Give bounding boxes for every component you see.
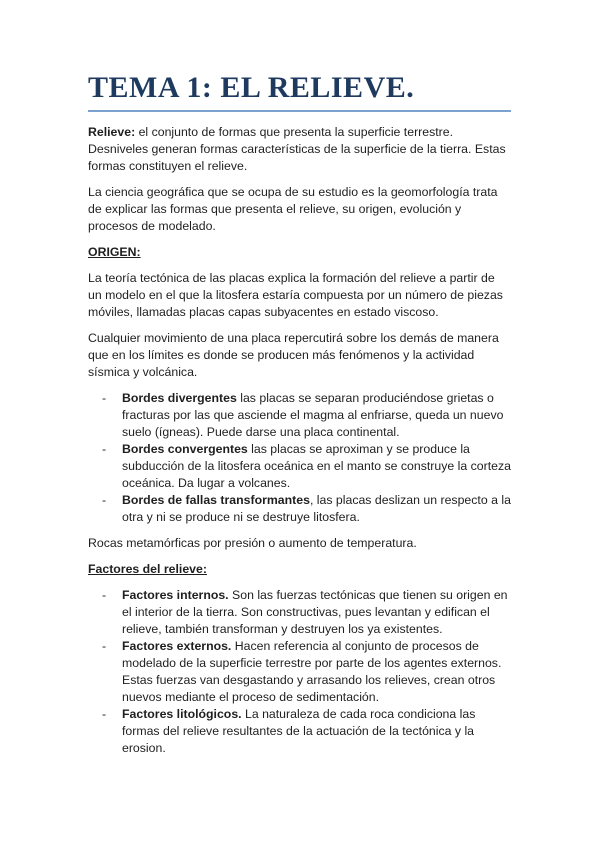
factors-list <box>88 587 511 757</box>
list-item <box>88 587 511 638</box>
origin-paragraph-2: Cualquier movimiento de una placa repercutirá sobre los demás de manera que en los límites es donde se producen más fenómenos y la actividad sísmica y volcánica. <box>88 331 499 379</box>
item-term: Bordes de fallas transformantes <box>122 493 310 507</box>
list-item <box>88 492 511 526</box>
dash-bullet: - <box>102 391 107 405</box>
list-item <box>88 441 511 492</box>
list-item <box>88 706 511 757</box>
item-term: Factores litológicos. <box>122 707 242 721</box>
item-text: La naturaleza de cada roca condiciona las formas del relieve resultantes de la actuación de la tectónica y la erosion. <box>122 707 476 755</box>
intro-text: el conjunto de formas que presenta la superficie terrestre. Desniveles generan formas características de la superficie de la tierra. Estas formas constituyen el relieve. <box>88 125 506 173</box>
dash-bullet: - <box>102 707 107 721</box>
geomorphology-paragraph: La ciencia geográfica que se ocupa de su estudio es la geomorfología trata de explicar las formas que presenta el relieve, su origen, evolución y procesos de modelado. <box>88 185 498 233</box>
intro-term: Relieve: <box>88 125 136 139</box>
dash-bullet: - <box>102 493 107 507</box>
factors-heading: Factores del relieve: <box>88 562 207 576</box>
item-term: Factores externos. <box>122 639 232 653</box>
item-text: las placas se aproximan y se produce la subducción de la litosfera oceánica en el manto se construye la corteza oceánica. Da lugar a volcanes. <box>122 442 511 490</box>
item-text: las placas se separan produciéndose grietas o fracturas por las que asciende el magma al enfriarse, queda un nuevo suelo (ígneas). Puede darse una placa continental. <box>122 391 504 439</box>
dash-bullet: - <box>102 588 107 602</box>
item-text: , las placas deslizan un respecto a la otra y ni se produce ni se destruye litosfera. <box>122 493 511 524</box>
list-item <box>88 390 511 441</box>
page-title: TEMA 1: EL RELIEVE. <box>88 71 415 104</box>
item-term: Bordes convergentes <box>122 442 248 456</box>
item-text: Son las fuerzas tectónicas que tienen su origen en el interior de la tierra. Son constructivas, pues levantan y edifican el relieve, también transforman y destruyen los ya existentes. <box>122 588 508 636</box>
list-item <box>88 638 511 706</box>
rocks-paragraph: Rocas metamórficas por presión o aumento de temperatura. <box>88 536 417 550</box>
item-term: Bordes divergentes <box>122 391 237 405</box>
dash-bullet: - <box>102 442 107 456</box>
dash-bullet: - <box>102 639 107 653</box>
title-underline <box>88 110 511 112</box>
plate-borders-list <box>88 390 511 526</box>
item-term: Factores internos. <box>122 588 229 602</box>
item-text: Hacen referencia al conjunto de procesos de modelado de la superficie terrestre por parte de los agentes externos. Estas fuerzas van desgastando y arrasando los relieves, crean otros nuevos mediante el proceso de sedimentación. <box>122 639 502 704</box>
intro-paragraph <box>88 124 511 175</box>
origin-paragraph-1: La teoría tectónica de las placas explica la formación del relieve a partir de un modelo en el que la litosfera estaría compuesta por un número de piezas móviles, llamadas placas capas subyacentes en estado viscoso. <box>88 271 503 319</box>
origin-heading: ORIGEN: <box>88 245 141 259</box>
